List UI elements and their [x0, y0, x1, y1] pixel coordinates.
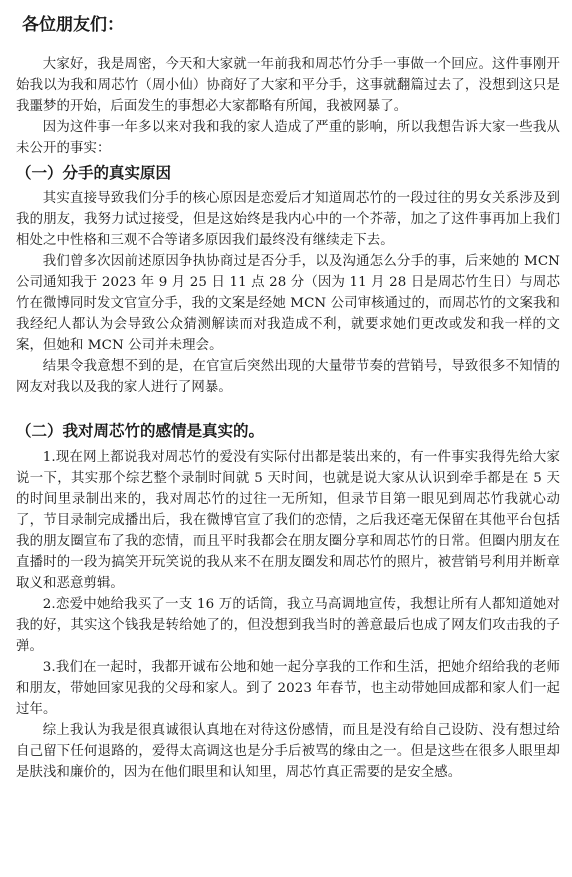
greeting: 各位朋友们： — [22, 15, 124, 35]
section2-paragraph-2: 2.恋爱中她给我买了一支 16 万的话筒，我立马高调地宣传，我想让所有人都知道她对我的好，其实这个钱我是转给她了的，但没想到我当时的善意最后也成了网友们攻击我的子弹。 — [16, 597, 560, 654]
section2-paragraph-1: 1.现在网上都说我对周芯竹的爱没有实际付出都是装出来的，有一件事实我得先给大家说一下，其实那个综艺整个录制时间就 5 天时间，也就是说大家从认识到牵手都是在 5 天的时间里录制出来的，我对周芯竹的过往一无所知，但录节目第一眼见到周芯竹我就心动了，节目录制完成播出后，我在微博官宣了我们的恋情，之后我还毫无保留在其他平台包括我的朋友圈宣布了我的恋情，而且平时我都会在朋友圈分享和周芯竹的日常。但圈内朋友在直播时的一段为搞笑开玩笑说的我从来不在朋友圈发和周芯竹的照片，被营销号利用并断章取义和恶意剪辑。 — [16, 450, 560, 591]
intro-paragraph-2: 因为这件事一年多以来对我和我的家人造成了严重的影响，所以我想告诉大家一些我从未公开的事实： — [16, 120, 560, 156]
intro-paragraph-1: 大家好，我是周密，今天和大家就一年前我和周芯竹分手一事做一个回应。这件事刚开始我以为我和周芯竹（周小仙）协商好了大家和平分手，这事就翻篇过去了，没想到这只是我噩梦的开始，后面发生的事想必大家都略有所闻，我被网暴了。 — [16, 57, 560, 114]
section-heading-breakup-reason: （一）分手的真实原因 — [16, 164, 172, 182]
section1-paragraph-2: 我们曾多次因前述原因争执协商过是否分手，以及沟通怎么分手的事，后来她的 MCN 公司通知我于 2023 年 9 月 25 日 11 点 28 分（因为 11 月 28 日是周芯竹生日）与周芯竹在微博同时发文官宣分手，我的文案是经她 MCN 公司审核通过的，而周芯竹的文案我和我经纪人都认为会导致公众猜测解读而对我造成不利，就要求她们更改或发和我一样的文案，但她和 MCN 公司并未理会。 — [16, 254, 560, 353]
section1-paragraph-3: 结果令我意想不到的是，在官宣后突然出现的大量带节奏的营销号，导致很多不知情的网友对我以及我的家人进行了网暴。 — [16, 359, 560, 395]
section2-paragraph-4: 综上我认为我是很真诚很认真地在对待这份感情，而且是没有给自己设防、没有想过给自己留下任何退路的，爱得太高调这也是分手后被骂的缘由之一。但是这些在很多人眼里却是肤浅和廉价的，因为在他们眼里和认知里，周芯竹真正需要的是安全感。 — [16, 723, 560, 780]
section-heading-true-feelings: （二）我对周芯竹的感情是真实的。 — [16, 422, 265, 440]
section1-paragraph-1: 其实直接导致我们分手的核心原因是恋爱后才知道周芯竹的一段过往的男女关系涉及到我的朋友，我努力试过接受，但是这始终是我内心中的一个芥蒂，加之了这件事再加上我们相处之中性格和三观不合等诸多原因我们最终没有继续走下去。 — [16, 191, 560, 248]
section2-paragraph-3: 3.我们在一起时，我都开诚布公地和她一起分享我的工作和生活，把她介绍给我的老师和朋友，带她回家见我的父母和家人。到了 2023 年春节，也主动带她回成都和家人们一起过年。 — [16, 660, 560, 717]
